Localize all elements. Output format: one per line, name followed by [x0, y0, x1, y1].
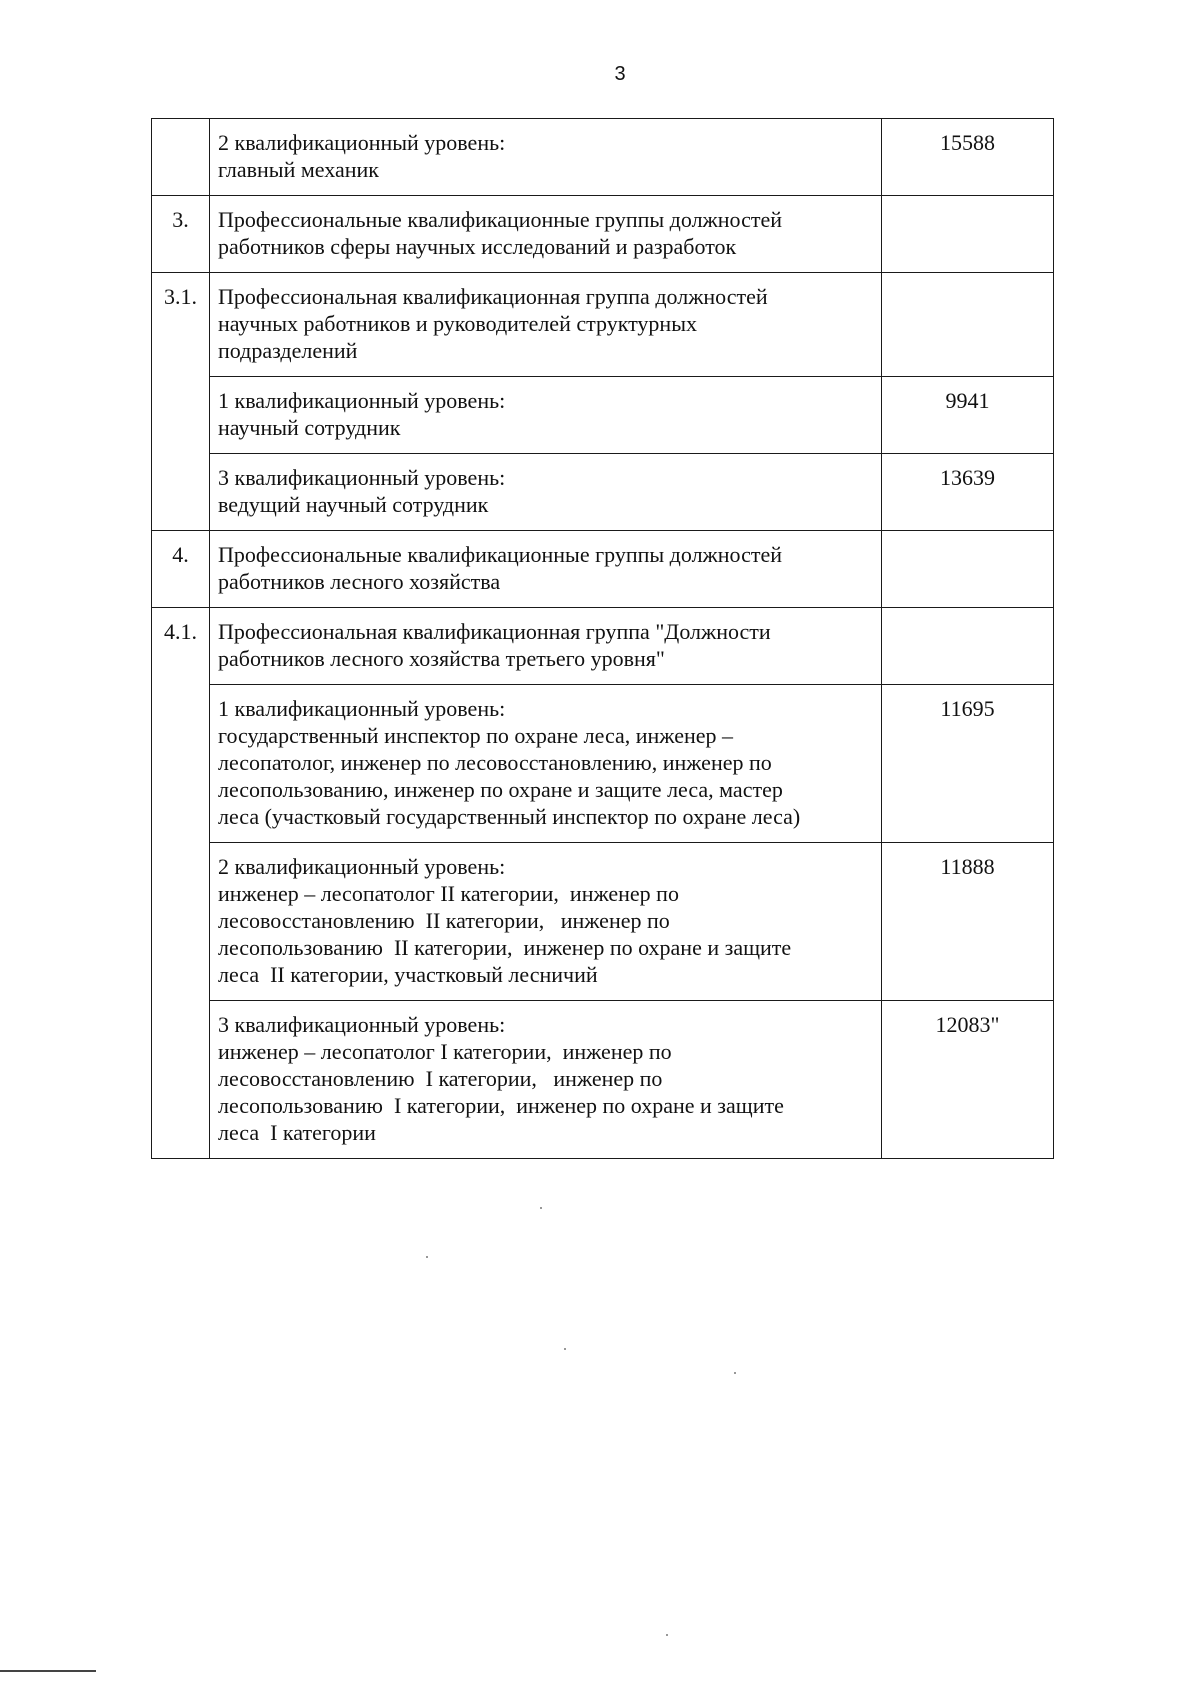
position-cell	[210, 454, 882, 531]
position-text-line: 3 квалификационный уровень:	[218, 465, 506, 490]
position-cell	[210, 377, 882, 454]
position-text-line: ведущий научный сотрудник	[218, 492, 489, 517]
position-cell	[210, 685, 882, 843]
position-text-line: леса (участковый государственный инспектор по охране леса)	[218, 804, 801, 829]
position-cell	[210, 608, 882, 685]
row-number-cell	[152, 685, 210, 843]
position-text-line: Профессиональные квалификационные группы должностей	[218, 542, 782, 567]
table-row	[152, 454, 1054, 531]
position-text-line: работников сферы научных исследований и разработок	[218, 234, 737, 259]
salary-value-cell: 9941	[882, 377, 1054, 454]
position-text-line: 2 квалификационный уровень:	[218, 854, 506, 879]
table-row	[152, 273, 1054, 377]
scan-speck	[734, 1372, 736, 1374]
page-number: 3	[614, 63, 626, 85]
position-text-line: работников лесного хозяйства	[218, 569, 501, 594]
position-text-line: научный сотрудник	[218, 415, 401, 440]
salary-value-cell: 12083"	[882, 1001, 1054, 1159]
salary-value-cell	[882, 196, 1054, 273]
row-number-cell	[152, 1001, 210, 1159]
position-text-line: лесовосстановлению I категории, инженер по	[218, 1066, 663, 1091]
scan-speck	[666, 1634, 668, 1636]
position-text-line: лесопользованию II категории, инженер по охране и защите	[218, 935, 792, 960]
position-text-line: научных работников и руководителей структурных	[218, 311, 697, 336]
position-text-line: лесовосстановлению II категории, инженер по	[218, 908, 670, 933]
position-text-line: главный механик	[218, 157, 379, 182]
position-cell	[210, 843, 882, 1001]
position-cell	[210, 273, 882, 377]
scan-speck	[540, 1207, 542, 1209]
salary-value-cell	[882, 531, 1054, 608]
position-text-line: подразделений	[218, 338, 358, 363]
salary-value-cell: 15588	[882, 119, 1054, 196]
table-row	[152, 608, 1054, 685]
salary-value-cell: 11888	[882, 843, 1054, 1001]
table-row	[152, 119, 1054, 196]
position-text-line: 2 квалификационный уровень:	[218, 130, 506, 155]
position-text-line: государственный инспектор по охране леса, инженер –	[218, 723, 734, 748]
position-text-line: лесопатолог, инженер по лесовосстановлению, инженер по	[218, 750, 772, 775]
table-row	[152, 377, 1054, 454]
row-number-cell: 3.	[152, 196, 210, 273]
table-row	[152, 531, 1054, 608]
table-row	[152, 1001, 1054, 1159]
row-number-cell	[152, 377, 210, 454]
salary-value-cell	[882, 273, 1054, 377]
position-text-line: леса II категории, участковый лесничий	[218, 962, 598, 987]
row-number-cell: 4.	[152, 531, 210, 608]
position-text-line: 1 квалификационный уровень:	[218, 388, 506, 413]
scan-speck	[564, 1348, 566, 1350]
scan-speck	[426, 1256, 428, 1258]
position-text-line: леса I категории	[218, 1120, 376, 1145]
position-text-line: 3 квалификационный уровень:	[218, 1012, 506, 1037]
row-number-cell	[152, 119, 210, 196]
salary-table	[151, 118, 1054, 1159]
position-cell	[210, 196, 882, 273]
table-row	[152, 196, 1054, 273]
position-text-line: 1 квалификационный уровень:	[218, 696, 506, 721]
row-number-cell	[152, 454, 210, 531]
position-cell	[210, 1001, 882, 1159]
table-row	[152, 685, 1054, 843]
position-text-line: лесопользованию I категории, инженер по охране и защите	[218, 1093, 784, 1118]
position-text-line: Профессиональная квалификационная группа должностей	[218, 284, 768, 309]
position-text-line: Профессиональная квалификационная группа "Должности	[218, 619, 771, 644]
scan-edge-mark	[0, 1670, 96, 1672]
position-text-line: лесопользованию, инженер по охране и защите леса, мастер	[218, 777, 783, 802]
position-cell	[210, 531, 882, 608]
row-number-cell: 3.1.	[152, 273, 210, 377]
position-text-line: работников лесного хозяйства третьего уровня"	[218, 646, 665, 671]
salary-value-cell	[882, 608, 1054, 685]
salary-value-cell: 11695	[882, 685, 1054, 843]
row-number-cell	[152, 843, 210, 1001]
table-row	[152, 843, 1054, 1001]
position-text-line: Профессиональные квалификационные группы должностей	[218, 207, 782, 232]
position-text-line: инженер – лесопатолог II категории, инженер по	[218, 881, 679, 906]
salary-value-cell: 13639	[882, 454, 1054, 531]
row-number-cell: 4.1.	[152, 608, 210, 685]
position-text-line: инженер – лесопатолог I категории, инженер по	[218, 1039, 672, 1064]
position-cell	[210, 119, 882, 196]
